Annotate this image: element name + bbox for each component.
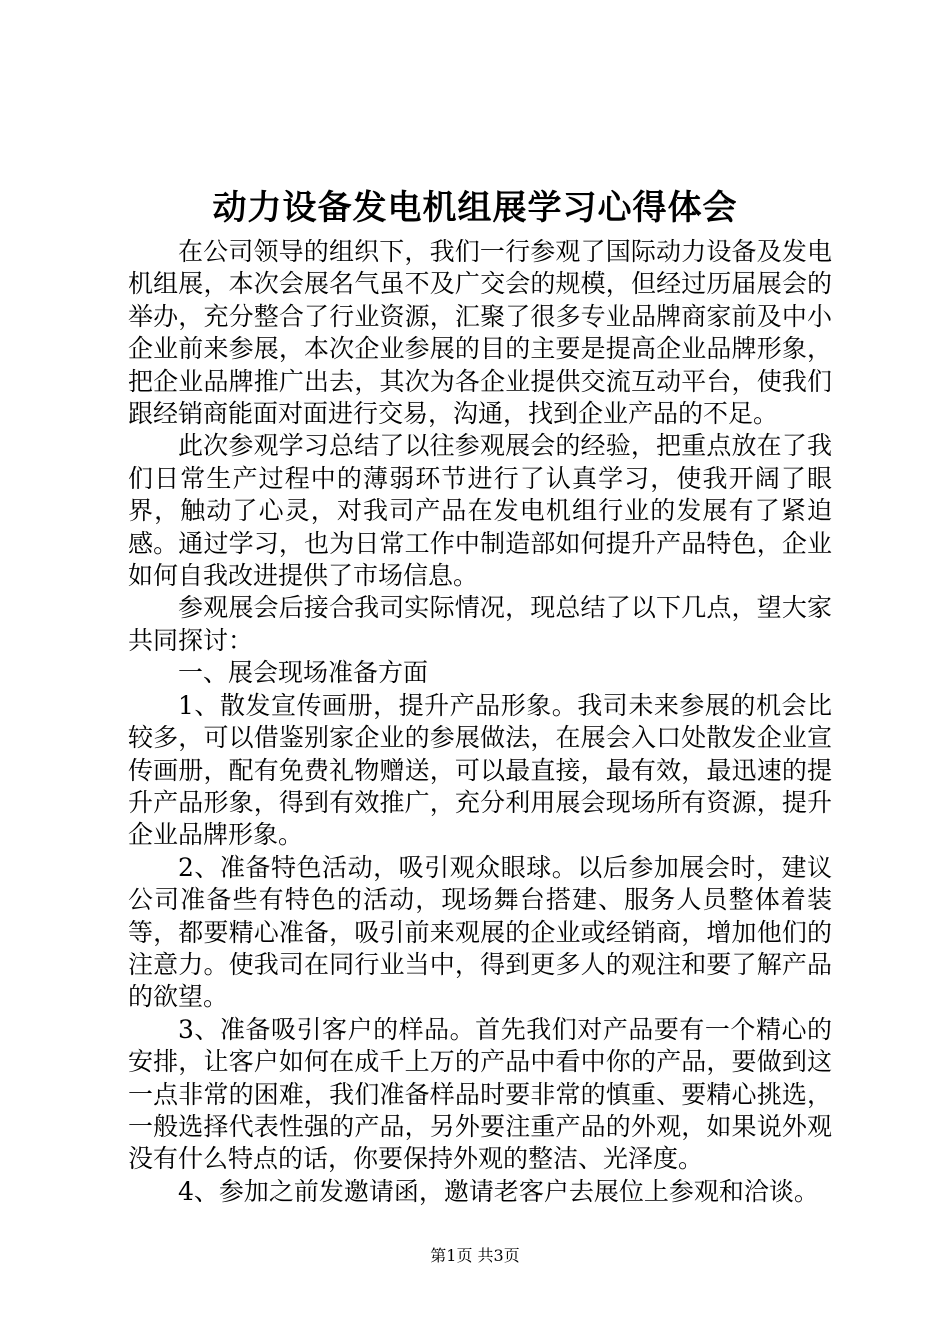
- paragraph-point-2: 2、准备特色活动，吸引观众眼球。以后参加展会时，建议公司准备些有特色的活动，现场舞台搭建、服务人员整体着装等，都要精心准备，吸引前来观展的企业或经销商，增加他们的注意力。使我司在同行业当中，得到更多人的观注和要了解产品的欲望。: [128, 852, 832, 1012]
- paragraph-intro: 在公司领导的组织下，我们一行参观了国际动力设备及发电机组展，本次会展名气虽不及广交会的规模，但经过历届展会的举办，充分整合了行业资源，汇聚了很多专业品牌商家前及中小企业前来参展，本次企业参展的目的主要是提高企业品牌形象，把企业品牌推广出去，其次为各企业提供交流互动平台，使我们跟经销商能面对面进行交易，沟通，找到企业产品的不足。: [128, 237, 832, 429]
- section-heading-preparation: 一、展会现场准备方面: [178, 658, 429, 688]
- paragraph-discussion: 参观展会后接合我司实际情况，现总结了以下几点，望大家共同探讨：: [128, 593, 832, 655]
- paragraph-point-4: 4、参加之前发邀请函，邀请老客户去展位上参观和洽谈。: [178, 1176, 819, 1206]
- paragraph-point-3: 3、准备吸引客户的样品。首先我们对产品要有一个精心的安排，让客户如何在成千上万的产品中看中你的产品，要做到这一点非常的困难，我们准备样品时要非常的慎重、要精心挑选，一般选择代表性强的产品，另外要注重产品的外观，如果说外观没有什么特点的话，你要保持外观的整洁、光泽度。: [128, 1014, 832, 1174]
- paragraph-point-1: 1、散发宣传画册，提升产品形象。我司未来参展的机会比较多，可以借鉴别家企业的参展做法，在展会入口处散发企业宣传画册，配有免费礼物赠送，可以最直接，最有效，最迅速的提升产品形象，得到有效推广，充分利用展会现场所有资源，提升企业品牌形象。: [128, 690, 832, 850]
- document-body: [128, 236, 832, 1208]
- document-title: 动力设备发电机组展学习心得体会: [212, 188, 738, 228]
- page-indicator: 第1页 共3页: [430, 1246, 520, 1265]
- paragraph-summary: 此次参观学习总结了以往参观展会的经验，把重点放在了我们日常生产过程中的薄弱环节进行了认真学习，使我开阔了眼界，触动了心灵，对我司产品在发电机组行业的发展有了紧迫感。通过学习，也为日常工作中制造部如何提升产品特色，企业如何自我改进提供了市场信息。: [128, 431, 832, 591]
